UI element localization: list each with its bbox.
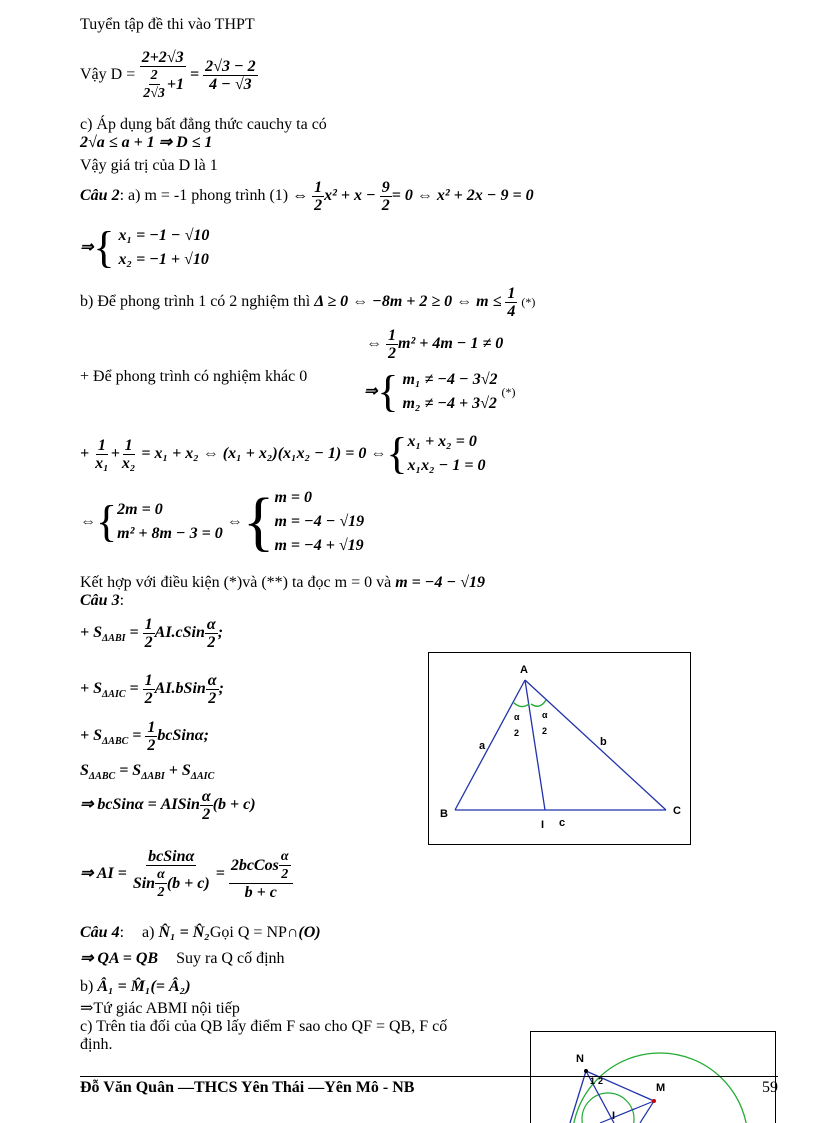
label-i: I	[612, 1110, 616, 1122]
inv-x1-den: x₁	[95, 454, 109, 472]
s1-sub: ΔABI	[102, 633, 126, 645]
final-system: ⇔{ 2m = 0 m² + 8m − 3 = 0 ⇔{ m = 0 m = −4 − √19 m = −4 + √19	[80, 485, 365, 559]
d-fraction	[139, 49, 186, 102]
s6-alpha: α	[157, 866, 165, 882]
s2-half-den: 2	[144, 689, 153, 707]
s-abc: + $S_{\Delta ABC}$ = $\frac{1}{2}$ bcSinα;	[80, 718, 209, 754]
d-frac-den-plus: +1	[166, 75, 185, 93]
quarter-num: 1	[507, 284, 516, 302]
footer-author: Đỗ Văn Quân —THCS Yên Thái —Yên Mô - NB	[80, 1079, 415, 1096]
eq-2m: 2m = 0	[117, 501, 163, 519]
inv-x2-num: 1	[124, 436, 133, 454]
suy-ra: Suy ra Q cố định	[176, 950, 285, 967]
cau2-eq-end: = 0 ⇔ x² + 2x − 9 = 0	[391, 187, 534, 204]
cau2-cond2	[366, 326, 503, 362]
part-c-math: 2√a ≤ a + 1 ⇒ D ≤ 1	[80, 134, 213, 151]
bcsin-line	[80, 782, 256, 828]
s5-alpha: α	[201, 787, 211, 805]
quarter-den: 4	[507, 302, 516, 320]
point-i: I	[541, 819, 545, 831]
s1-alpha-den: 2	[207, 633, 216, 651]
inv-x2-den: x₂	[121, 454, 136, 472]
s-aic: + $S_{\Delta AIC}$ = $\frac{1}{2}$ AI.bSin $\frac{\alpha}{2}$ ;	[80, 671, 224, 707]
root-m1: m = 0	[274, 489, 312, 507]
cap-o: ∩(O)	[286, 924, 321, 941]
s4: S	[80, 762, 89, 779]
half-den: 2	[314, 196, 323, 214]
cau2-part-a: : a) m = -1 phong trình (1) ⇔	[119, 187, 309, 204]
ket-hop-m: m = −4 − √19	[395, 574, 485, 591]
d-frac-den-bot: 2√3	[143, 85, 165, 101]
s6-den2: b + c	[244, 883, 277, 901]
angle-label-right: α	[542, 710, 548, 720]
s4-sub2: ΔABI	[141, 771, 165, 783]
s2-alpha-den: 2	[208, 689, 217, 707]
s1-alpha: α	[206, 615, 216, 633]
d-rhs-num: 2√3 − 2	[205, 57, 256, 75]
cau4-line-a	[80, 924, 321, 942]
eq-quadratic: m² + 8m − 3 = 0	[117, 525, 223, 543]
s2-sub: ΔAIC	[102, 689, 126, 701]
s3-mid: bcSinα;	[157, 727, 209, 744]
s6-eq: =	[215, 865, 225, 882]
s1-end: ;	[217, 624, 224, 641]
cond2-tail: m² + 4m − 1 ≠ 0	[398, 335, 504, 352]
vertex-c: C	[673, 805, 681, 817]
point-n	[584, 1069, 588, 1073]
tu-giac: ⇒Tứ giác ABMI nội tiếp	[80, 1000, 240, 1017]
s4-plus: + S	[168, 762, 191, 779]
b-angle-eq: Â₁ = M̂₁(= Â₂)	[97, 978, 191, 995]
s4-eq: = S	[119, 762, 142, 779]
s6-num2: 2bcCos	[230, 856, 279, 874]
s5-post: (b + c)	[212, 796, 256, 813]
inv-x1-num: 1	[97, 436, 106, 454]
page-footer	[80, 1076, 778, 1097]
triangle-figure	[428, 652, 691, 845]
s5-alpha-den: 2	[202, 805, 211, 823]
label-two: 2	[598, 1076, 604, 1086]
side-label-c: c	[559, 817, 566, 829]
cau3-heading	[80, 592, 124, 610]
s3-pre: + S	[80, 727, 103, 744]
s3-half-num: 1	[147, 718, 156, 736]
cau3-label: Câu 3	[80, 592, 120, 609]
cau4-part-b	[80, 978, 191, 996]
half-num: 1	[314, 178, 323, 196]
s1-pre: + S	[80, 624, 103, 641]
d-value-line: Vậy D = 2+2√3 2 2√3 +1 = $\frac{2√3 - 2}{4 - √3}$	[80, 48, 256, 101]
nine-den: 2	[381, 196, 390, 214]
n-angle-eq: N̂₁ = N̂₂	[158, 924, 210, 941]
s3-sub: ΔABC	[102, 736, 129, 748]
label-one: 1	[590, 1076, 596, 1086]
d-rhs-fraction	[203, 58, 257, 93]
qa-qb: ⇒ QA = QB	[80, 950, 159, 967]
goi-q: Gọi Q = NP	[209, 924, 287, 941]
root-x2: x₂ = −1 + √10	[118, 251, 209, 269]
cau2-line-a	[80, 178, 534, 214]
s2-half-num: 1	[144, 671, 153, 689]
s4-sub: ΔABC	[88, 771, 116, 783]
sum-plus: +	[80, 445, 90, 462]
iff-1: ⇔	[80, 513, 96, 530]
s6-alpha2: α	[280, 848, 289, 864]
s2-alpha: α	[207, 671, 217, 689]
star-mark: (*)	[521, 295, 536, 309]
delta-condition: Δ ≥ 0 ⇔ −8m + 2 ≥ 0 ⇔ m ≤	[314, 293, 502, 310]
s5-pre: ⇒ bcSinα = AISin	[80, 796, 200, 813]
d-frac-num: 2+2√3	[141, 48, 184, 66]
s3-half-den: 2	[147, 736, 156, 754]
cau3-colon: :	[119, 592, 125, 609]
s6-alpha-den2: 2	[281, 866, 289, 882]
s6-alpha-den: 2	[157, 884, 165, 900]
nine-num: 9	[381, 178, 390, 196]
label-n: N	[576, 1053, 584, 1065]
s2-mid: AI.bSin	[154, 680, 206, 697]
part-c2: định.	[80, 1036, 113, 1053]
m1-cond: m₁ ≠ −4 − 3√2	[402, 371, 498, 389]
root-m2: m = −4 − √19	[274, 513, 365, 531]
s6-num: bcSinα	[148, 847, 195, 865]
label-m: M	[656, 1082, 666, 1094]
cond2-iff: ⇔	[366, 335, 382, 352]
cau2-roots: ⇒{ x₁ = −1 − √10 x₂ = −1 + √10	[80, 223, 210, 273]
cau2-label: Câu 2	[80, 187, 120, 204]
cau4-label: Câu 4	[80, 924, 120, 941]
ket-hop-line	[80, 574, 485, 592]
s6-den-pre: Sin	[132, 874, 156, 892]
implies: ⇒	[80, 239, 94, 256]
angle-label-left: α	[514, 712, 520, 722]
d-rhs-den: 4 − √3	[209, 75, 252, 93]
part-c1: c) Trên tia đối của QB lấy điểm F sao cho QF = QB, F cố	[80, 1018, 448, 1035]
cau4-colon: :	[119, 924, 125, 941]
s6-den-post: (b + c)	[166, 874, 210, 892]
side-label-b: b	[600, 736, 607, 748]
root-m3: m = −4 + √19	[274, 537, 364, 555]
side-label-a: a	[479, 740, 486, 752]
m2-cond: m₂ ≠ −4 + 3√2	[402, 395, 497, 413]
point-m	[652, 1099, 656, 1103]
sum-line: + $\frac{1}{\text{x₁}}$ + $\frac{1}{\text{x₂}}$ = x₁ + x₂ ⇔ (x₁ + x₂)(x₁x₂ − 1) = 0 ⇔{ x₁ + x₂ = 0 x₁x₂ − 1 = 0	[80, 429, 486, 479]
cau2-eq-tail: x² + x −	[324, 187, 376, 204]
d-frac-den-top: 2	[150, 67, 158, 83]
sum-eq: = x₁ + x₂ ⇔ (x₁ + x₂)(x₁x₂ − 1) = 0 ⇔	[141, 445, 387, 462]
triangle-frame	[429, 653, 691, 845]
cau4-qa-line	[80, 950, 285, 968]
cau4-part-a: a)	[142, 924, 155, 941]
vay-d-label: Vậy D =	[80, 66, 136, 83]
m-conditions: ⇒{ m₁ ≠ −4 − 3√2 m₂ ≠ −4 + 3√2 (*)	[364, 367, 516, 417]
page-header: Tuyển tập đề thi vào THPT	[80, 16, 255, 33]
part-b-label: b)	[80, 978, 94, 995]
cau2-part-b	[80, 284, 535, 320]
s1-mid: AI.cSin	[154, 624, 205, 641]
cond2-den: 2	[388, 344, 396, 362]
star2-mark: (*)	[501, 385, 516, 399]
s2-pre: + S	[80, 680, 103, 697]
conclusion-text: Vậy giá trị của D là 1	[80, 157, 218, 174]
part-b-text: b) Để phong trình 1 có 2 nghiệm thì	[80, 293, 311, 310]
part-b2-text: + Để phong trình có nghiệm khác 0	[80, 368, 308, 385]
angle-label-right-den: 2	[542, 726, 548, 736]
s1-half-num: 1	[144, 615, 153, 633]
ai-line	[80, 836, 293, 912]
part-c-text: c) Áp dụng bất đẳng thức cauchy ta có	[80, 116, 327, 133]
ket-hop-text: Kết hợp với điều kiện (*)và (**) ta đọc m = 0 và	[80, 574, 392, 591]
s2-end: ;	[218, 680, 224, 697]
iff-2: ⇔	[226, 513, 243, 530]
s-abi: + $S_{\Delta ABI}$ = $\frac{1}{2}$ AI.cSin $\frac{\alpha}{2}$ ;	[80, 615, 224, 651]
cond2-num: 1	[388, 326, 396, 344]
page-number: 59	[762, 1079, 778, 1096]
vertex-b: B	[440, 808, 448, 820]
root-x1: x₁ = −1 − √10	[118, 227, 210, 245]
vertex-a: A	[520, 664, 528, 676]
sys1b: x₁x₂ − 1 = 0	[407, 457, 486, 475]
sum-mid: +	[110, 445, 120, 462]
s1-half-den: 2	[144, 633, 153, 651]
s6-pre: ⇒ AI =	[80, 865, 127, 882]
sys1a: x₁ + x₂ = 0	[407, 433, 477, 451]
s4-sub3: ΔAIC	[190, 771, 215, 783]
angle-label-left-den: 2	[514, 728, 520, 738]
